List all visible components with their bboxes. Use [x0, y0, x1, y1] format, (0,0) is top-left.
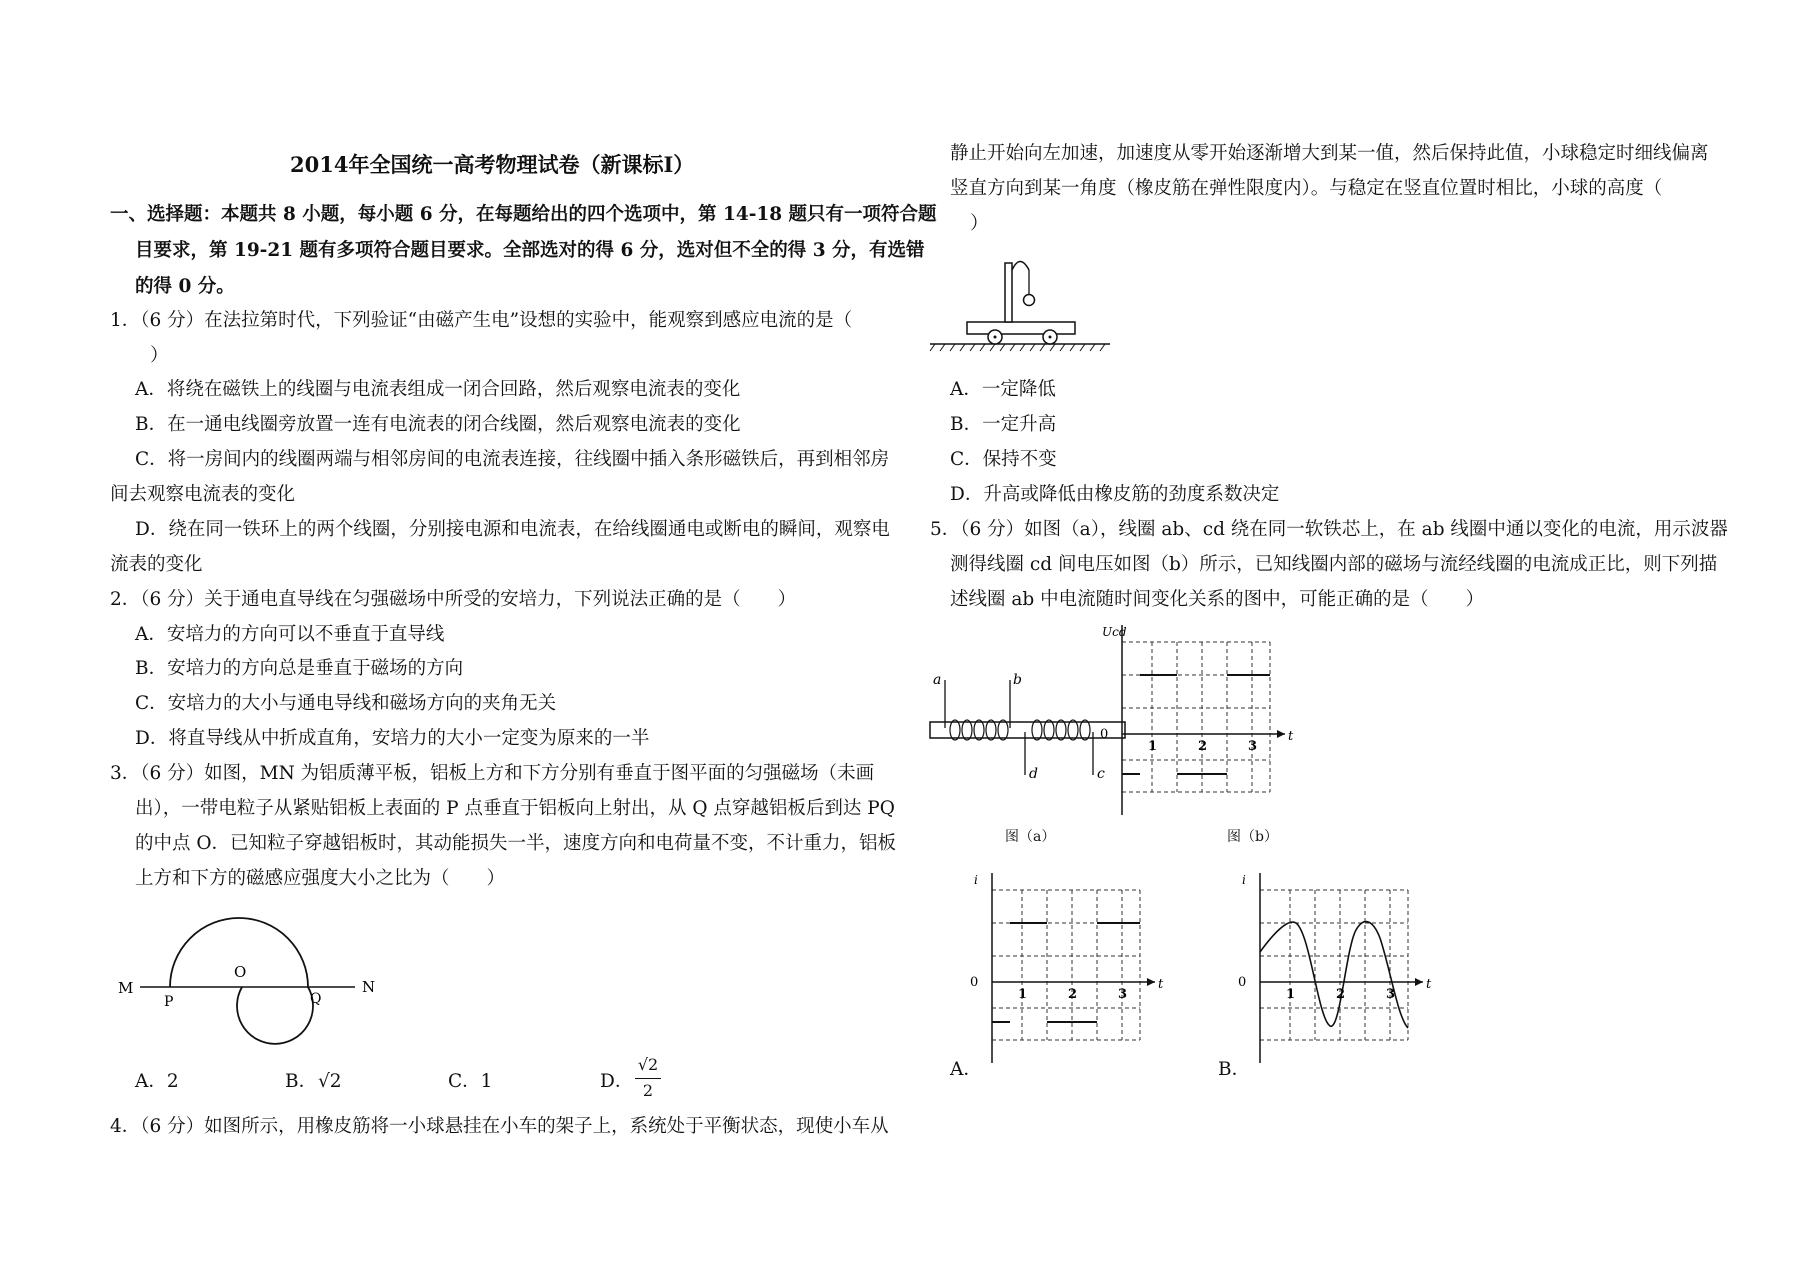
q1-option-b: B．在一通电线圈旁放置一连有电流表的闭合线圈，然后观察电流表的变化	[135, 414, 741, 435]
q2-option-d: D．将直导线从中折成直角，安培力的大小一定变为原来的一半	[135, 728, 650, 749]
q5-option-b-graph	[1238, 868, 1458, 1068]
q3-label-n: N	[362, 978, 376, 996]
q5-opt-a-tick-3: 3	[1118, 987, 1128, 1002]
q5-opt-b-tick-2: 2	[1336, 987, 1346, 1002]
q5-opt-a-ylabel: i	[974, 873, 978, 887]
q3-option-d-denominator: 2	[642, 1081, 654, 1100]
q5-opt-a-zero: 0	[970, 975, 979, 990]
q2-stem: 2．（6 分）关于通电直导线在匀强磁场中所受的安培力，下列说法正确的是（ ）	[110, 589, 797, 610]
q1-option-d-line1: D．绕在同一铁环上的两个线圈，分别接电源和电流表，在给线圈通电或断电的瞬间，观察电	[135, 519, 890, 540]
q5-fig-b-caption: 图（b）	[1227, 829, 1278, 845]
q3-label-o: O	[234, 963, 247, 981]
q1-stem-line1: 1．（6 分）在法拉第时代，下列验证“由磁产生电”设想的实验中，能观察到感应电流的是（	[110, 310, 853, 331]
q5-opt-b-xlabel: t	[1426, 977, 1432, 992]
q1-option-c-line1: C．将一房间内的线圈两端与相邻房间的电流表连接，往线圈中插入条形磁铁后，再到相邻房	[135, 449, 890, 470]
q1-option-c-line2: 间去观察电流表的变化	[110, 484, 296, 505]
section-heading-line1: 一、选择题：本题共 8 小题，每小题 6 分，在每题给出的四个选项中，第 14-18 题只有一项符合题	[110, 204, 937, 225]
q5-opt-a-tick-1: 1	[1018, 987, 1028, 1002]
q5-opt-b-tick-1: 1	[1286, 987, 1296, 1002]
q5-opt-a-tick-2: 2	[1068, 987, 1078, 1002]
q5-fig-b-tick-2: 2	[1198, 739, 1208, 754]
q3-fraction-bar	[635, 1078, 661, 1079]
q5-fig-b-xlabel: t	[1288, 729, 1294, 744]
section-heading-line3: 的得 0 分。	[135, 276, 235, 297]
q3-option-d-numerator: √2	[637, 1055, 659, 1074]
q3-label-q: Q	[310, 991, 322, 1007]
q3-stem-line2: 出），一带电粒子从紧贴铝板上表面的 P 点垂直于铝板向上射出，从 Q 点穿越铝板后到达 PQ	[135, 798, 895, 819]
q5-fig-a-label-b: b	[1013, 672, 1022, 688]
q5-fig-a-label-c: c	[1097, 766, 1105, 782]
q5-fig-b-zero: 0	[1100, 727, 1109, 742]
q4-stem-line2: 静止开始向左加速，加速度从零开始逐渐增大到某一值，然后保持此值，小球稳定时细线偏离	[950, 143, 1709, 164]
q3-label-m: M	[118, 979, 134, 997]
q2-option-b: B．安培力的方向总是垂直于磁场的方向	[135, 658, 464, 679]
q1-option-a: A．将绕在磁铁上的线圈与电流表组成一闭合回路，然后观察电流表的变化	[135, 379, 741, 400]
q5-opt-b-zero: 0	[1238, 975, 1247, 990]
q4-stem-line3: 竖直方向到某一角度（橡皮筋在弹性限度内）。与稳定在竖直位置时相比，小球的高度（	[950, 178, 1663, 199]
q3-figure-trajectory	[110, 905, 380, 1035]
q3-stem-line4: 上方和下方的磁感应强度大小之比为（ ）	[135, 868, 506, 889]
q4-option-c: C．保持不变	[950, 449, 1057, 470]
q5-fig-b-ylabel: Ucd	[1102, 625, 1127, 639]
q3-option-c: C．1	[448, 1071, 493, 1092]
q2-option-c: C．安培力的大小与通电导线和磁场方向的夹角无关	[135, 693, 557, 714]
q5-fig-b-tick-3: 3	[1248, 739, 1258, 754]
q1-stem-line2: ）	[150, 345, 169, 366]
q3-option-b-prefix: B．	[285, 1071, 318, 1092]
q3-option-d-prefix: D．	[600, 1071, 634, 1092]
q3-label-p: P	[164, 994, 174, 1010]
q5-fig-a-label-d: d	[1029, 766, 1038, 782]
q5-fig-a-caption: 图（a）	[1005, 829, 1056, 845]
q5-opt-b-ylabel: i	[1242, 873, 1246, 887]
q5-option-b-label: B．	[1218, 1059, 1251, 1080]
q4-figure-cart	[925, 248, 1115, 358]
q4-stem-line1: 4．（6 分）如图所示，用橡皮筋将一小球悬挂在小车的架子上，系统处于平衡状态，现使小车从	[110, 1116, 889, 1137]
q5-fig-b-tick-1: 1	[1148, 739, 1158, 754]
q5-opt-a-xlabel: t	[1158, 977, 1164, 992]
q3-option-a: A．2	[135, 1071, 179, 1092]
q5-stem-line2: 测得线圈 cd 间电压如图（b）所示，已知线圈内部的磁场与流经线圈的电流成正比，则下列描	[950, 554, 1718, 575]
q5-option-a-graph	[970, 868, 1190, 1068]
q3-stem-line3: 的中点 O．已知粒子穿越铝板时，其动能损失一半，速度方向和电荷量不变，不计重力，铝板	[135, 833, 897, 854]
q4-option-a: A．一定降低	[950, 379, 1056, 400]
q5-figure-b-graph	[1100, 620, 1320, 820]
q5-option-a-label: A．	[950, 1059, 982, 1080]
q5-stem-line1: 5．（6 分）如图（a），线圈 ab、cd 绕在同一软铁芯上，在 ab 线圈中通以变化的电流，用示波器	[930, 519, 1728, 540]
q3-option-b-value: √2	[318, 1071, 342, 1092]
q2-option-a: A．安培力的方向可以不垂直于直导线	[135, 624, 445, 645]
paper-title: 2014年全国统一高考物理试卷（新课标I）	[290, 152, 695, 177]
q5-stem-line3: 述线圈 ab 中电流随时间变化关系的图中，可能正确的是（ ）	[950, 589, 1485, 610]
q1-option-d-line2: 流表的变化	[110, 554, 203, 575]
section-heading-line2: 目要求，第 19-21 题有多项符合题目要求。全部选对的得 6 分，选对但不全的得 3 分，有选错	[135, 240, 925, 261]
q3-stem-line1: 3．（6 分）如图，MN 为铝质薄平板，铝板上方和下方分别有垂直于图平面的匀强磁场（未画	[110, 763, 875, 784]
q4-stem-line4: ）	[970, 213, 989, 234]
q4-option-b: B．一定升高	[950, 414, 1057, 435]
q4-option-d: D．升高或降低由橡皮筋的劲度系数决定	[950, 484, 1280, 505]
q5-fig-a-label-a: a	[933, 672, 942, 688]
q5-opt-b-tick-3: 3	[1386, 987, 1396, 1002]
